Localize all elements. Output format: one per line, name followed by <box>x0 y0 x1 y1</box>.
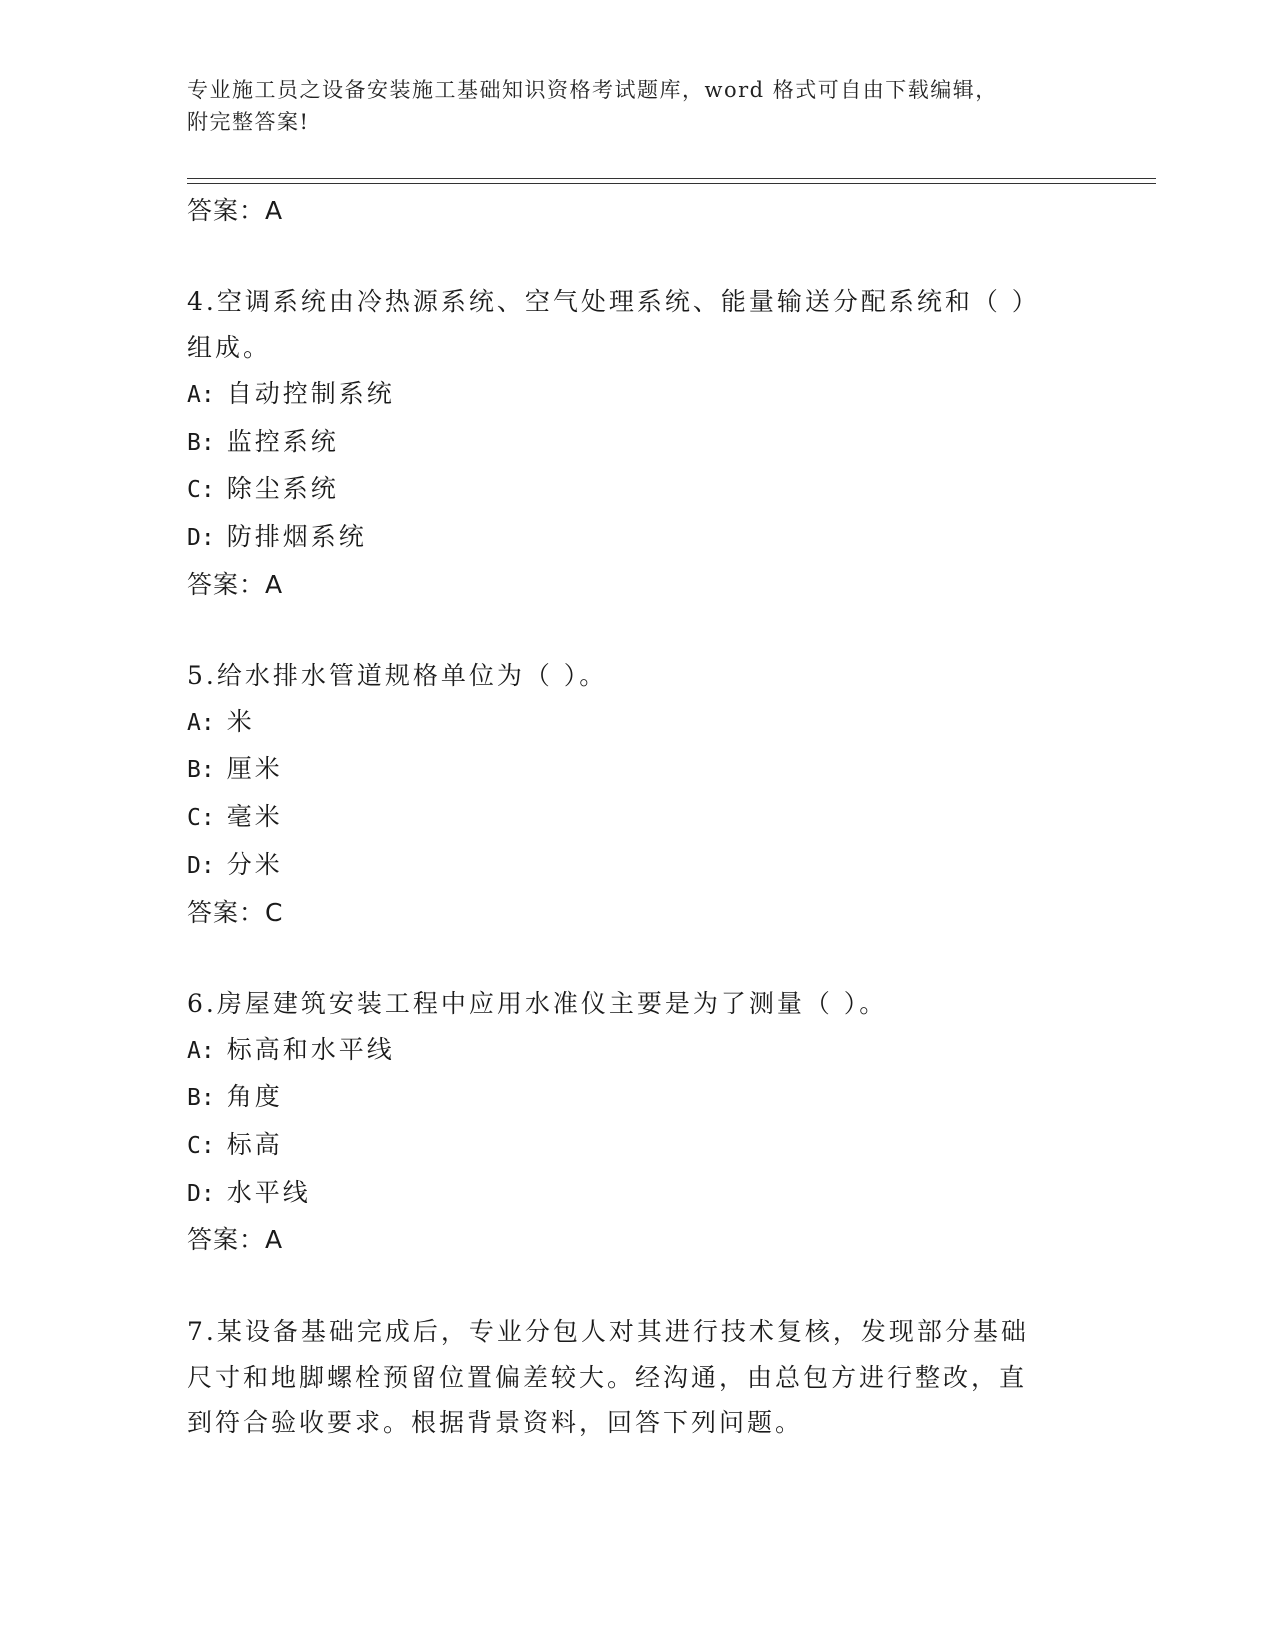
header-line-2: 附完整答案! <box>187 110 310 134</box>
option-letter: A: <box>187 381 215 408</box>
option-letter: C: <box>187 477 215 504</box>
question-stem: 尺寸和地脚螺栓预留位置偏差较大。经沟通，由总包方进行整改，直 <box>187 1362 1028 1392</box>
question-7 <box>187 1309 1067 1446</box>
option-d <box>187 842 1067 890</box>
option-text: 除尘系统 <box>226 474 339 504</box>
option-text: 标高 <box>226 1130 283 1160</box>
question-6 <box>187 981 1067 1263</box>
option-text: 水平线 <box>226 1177 311 1207</box>
question-stem: 4.空调系统由冷热源系统、空气处理系统、能量输送分配系统和（ ） <box>187 287 1040 317</box>
spacer <box>187 607 1067 653</box>
option-text: 毫米 <box>226 802 283 832</box>
answer: 答案：C <box>187 897 284 927</box>
option-text: 自动控制系统 <box>226 378 395 408</box>
option-b <box>187 1074 1067 1122</box>
question-stem: 5.给水排水管道规格单位为（ ）。 <box>187 661 608 690</box>
spacer <box>187 1263 1067 1309</box>
answer: 答案：A <box>187 569 284 599</box>
option-text: 监控系统 <box>226 426 339 456</box>
option-text: 角度 <box>226 1082 283 1112</box>
question-stem: 6.房屋建筑安装工程中应用水准仪主要是为了测量（ ）。 <box>187 988 888 1018</box>
option-c <box>187 794 1067 842</box>
document-header <box>187 74 1057 138</box>
option-letter: D: <box>187 852 215 879</box>
option-letter: C: <box>187 805 215 832</box>
option-b <box>187 419 1067 467</box>
option-letter: C: <box>187 1133 215 1160</box>
option-letter: A: <box>187 1037 215 1064</box>
option-text: 标高和水平线 <box>226 1034 395 1064</box>
option-a <box>187 1027 1067 1075</box>
option-d <box>187 514 1067 562</box>
option-text: 防排烟系统 <box>226 521 367 551</box>
spacer <box>187 234 1067 280</box>
option-a <box>187 371 1067 419</box>
option-letter: B: <box>187 757 215 784</box>
option-letter: A: <box>187 709 215 736</box>
header-line-1: 专业施工员之设备安装施工基础知识资格考试题库，word 格式可自由下载编辑， <box>187 78 998 102</box>
option-a <box>187 699 1067 747</box>
option-d <box>187 1170 1067 1218</box>
answer: 答案：A <box>187 1225 284 1255</box>
option-text: 分米 <box>226 849 283 879</box>
question-stem: 7.某设备基础完成后，专业分包人对其进行技术复核，发现部分基础 <box>187 1316 1029 1346</box>
option-letter: D: <box>187 524 215 551</box>
option-b <box>187 746 1067 794</box>
question-stem: 到符合验收要求。根据背景资料，回答下列问题。 <box>187 1408 804 1438</box>
question-5 <box>187 653 1067 935</box>
option-letter: B: <box>187 429 215 456</box>
question-stem: 组成。 <box>187 333 272 363</box>
option-text: 厘米 <box>226 754 283 784</box>
spacer <box>187 935 1067 981</box>
document-body <box>187 188 1067 1446</box>
question-4 <box>187 279 1067 607</box>
option-letter: D: <box>187 1180 215 1207</box>
option-c <box>187 1122 1067 1170</box>
header-divider-top <box>187 178 1156 179</box>
option-c <box>187 466 1067 514</box>
header-divider-bottom <box>187 183 1156 184</box>
option-text: 米 <box>226 706 255 736</box>
answer-previous: 答案：A <box>187 196 284 225</box>
option-letter: B: <box>187 1085 215 1112</box>
